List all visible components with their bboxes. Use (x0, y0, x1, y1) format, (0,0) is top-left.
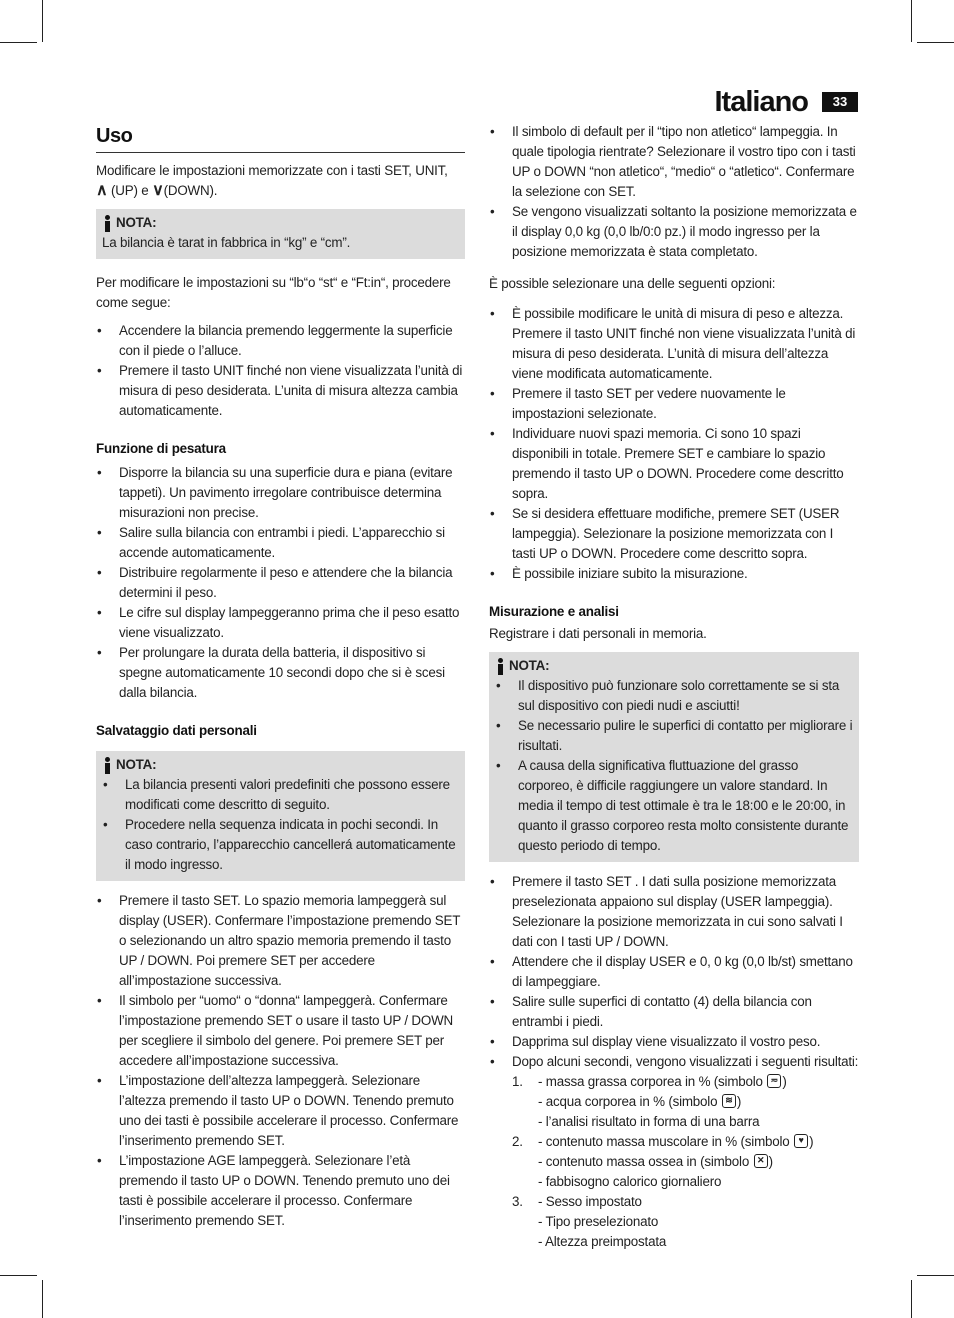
crop-mark (917, 1275, 954, 1276)
list-item: • Individuare nuovi spazi memoria. Ci sono 10 spazi disponibili in totale. Premere SET e cambiare lo spazio premendo il tasto UP o DOWN. Procedere come descritto sopra. (489, 424, 859, 504)
bullet-list (96, 321, 465, 421)
note-box (96, 751, 465, 881)
muscle-mass-icon: ♥ (794, 1134, 808, 1148)
list-item: • Dopo alcuni secondi, vengono visualizzati i seguenti risultati: (489, 1052, 859, 1072)
list-item: • Procedere nella sequenza indicata in pochi secondi. In caso contrario, l’apparecchio cancellerá automaticamente il modo ingresso. (102, 815, 459, 875)
ordered-line: - fabbisogno calorico giornaliero (538, 1174, 722, 1189)
list-item: • L’impostazione AGE lampeggerà. Selezionare l’età premendo il tasto UP o DOWN. Tenendo premuto uno dei tasti è possibile accelerare il processo. Confermare l’inserimento premendo SET. (96, 1151, 465, 1231)
note-box (489, 652, 859, 862)
crop-mark (917, 42, 954, 43)
note-heading (102, 755, 459, 775)
intro-text: Modificare le impostazioni memorizzate con i tasti SET, UNIT, (96, 163, 448, 178)
page-number: 33 (822, 92, 858, 112)
bullet-list (96, 463, 465, 703)
ordered-line: - Tipo preselezionato (538, 1214, 659, 1229)
list-item: • Salire sulla bilancia con entrambi i piedi. L’apparecchio si accende automaticamente. (96, 523, 465, 563)
item-number: 2. (512, 1134, 523, 1149)
ordered-item (512, 1072, 859, 1132)
ordered-line: - acqua corporea in % (simbolo ≋ ) (538, 1094, 742, 1109)
note-label: NOTA: (116, 215, 157, 230)
right-column (489, 122, 859, 1252)
note-box (96, 209, 465, 259)
body-fat-icon: ≂ (767, 1074, 781, 1088)
up-arrow-icon: ∧ (96, 182, 108, 199)
list-item: • Il dispositivo può funzionare solo correttamente se si sta sul dispositivo con piedi nudi e asciutti! (495, 676, 853, 716)
item-number: 1. (512, 1074, 523, 1089)
info-icon (102, 757, 113, 774)
bullet-list (489, 122, 859, 262)
intro-up-text: (UP) e (111, 183, 149, 198)
list-item: • Distribuire regolarmente il peso e attendere che la bilancia determini il peso. (96, 563, 465, 603)
ordered-line: - contenuto massa ossea in (simbolo ✕ ) (538, 1154, 773, 1169)
list-item: • Attendere che il display USER e 0, 0 kg (0,0 lb/st) smettano di lampeggiare. (489, 952, 859, 992)
crop-mark (911, 1280, 912, 1318)
note-label: NOTA: (509, 658, 550, 673)
note-list (102, 775, 459, 875)
list-item: • Se si desidera effettuare modifiche, premere SET (USER lampeggia). Selezionare la posizione memorizzata con I tasti UP o DOWN. Procedere come descritto sopra. (489, 504, 859, 564)
list-item: • Premere il tasto SET per vedere nuovamente le impostazioni selezionate. (489, 384, 859, 424)
bullet-list (96, 891, 465, 1231)
list-item: • Le cifre sul display lampeggeranno prima che il peso esatto viene visualizzato. (96, 603, 465, 643)
ordered-line: - Sesso impostato (538, 1194, 642, 1209)
intro-paragraph (96, 161, 465, 201)
note-list (495, 676, 853, 856)
subheading: Salvataggio dati personali (96, 723, 257, 738)
list-item: • Disporre la bilancia su una superficie dura e piana (evitare tappeti). Un pavimento irregolare contribuisce determina misurazioni non precise. (96, 463, 465, 523)
language-heading: Italiano (714, 86, 808, 118)
paragraph: Registrare i dati personali in memoria. (489, 626, 707, 641)
ordered-line: - contenuto massa muscolare in % (simbolo ♥ ) (538, 1134, 814, 1149)
section-title: Uso (96, 122, 465, 153)
list-item: • Premere il tasto UNIT finché non viene visualizzata l’unità di misura di peso desiderata. L’unita di misura altezza cambia automaticamente. (96, 361, 465, 421)
info-icon (495, 658, 506, 675)
note-text: La bilancia è tarat in fabbrica in “kg” e “cm”. (102, 235, 351, 250)
bone-mass-icon: ✕ (754, 1154, 768, 1168)
list-item: • Premere il tasto SET. Lo spazio memoria lampeggerà sul display (USER). Confermare l’impostazione premendo SET o selezionando un altro spazio memoria premendo il tasto UP / DOWN. Poi premere SET per accedere all’impostazione successiva. (96, 891, 465, 991)
list-item: • Premere il tasto SET . I dati sulla posizione memorizzata preselezionata appaiono sul display (USER lampeggia). Selezionare la posizione memorizzata in cui sono salvati I dati con I tasti UP / DOWN. (489, 872, 859, 952)
note-label: NOTA: (116, 757, 157, 772)
list-item: • L’impostazione dell’altezza lampeggerà. Selezionare l’altezza premendo il tasto UP o DOWN. Tenendo premuto uno dei tasti è possibile accelerare il processo. Confermare l’inserimento premendo SET. (96, 1071, 465, 1151)
crop-mark (42, 1280, 43, 1318)
bullet-list (489, 304, 859, 584)
ordered-item (512, 1192, 859, 1252)
crop-mark (42, 0, 43, 42)
left-column (96, 122, 465, 1237)
bullet-list (489, 872, 859, 1072)
crop-mark (0, 42, 37, 43)
list-item: • Salire sulle superfici di contatto (4) della bilancia con entrambi i piedi. (489, 992, 859, 1032)
list-item: • Accendere la bilancia premendo leggermente la superficie con il piede o l’alluce. (96, 321, 465, 361)
subheading: Misurazione e analisi (489, 604, 619, 619)
ordered-line: - l’analisi risultato in forma di una barra (538, 1114, 760, 1129)
intro-down-text: (DOWN). (163, 183, 218, 198)
crop-mark (0, 1275, 37, 1276)
list-item: • Se vengono visualizzati soltanto la posizione memorizzata e il display 0,0 kg (0,0 lb/0:0 pz.) il modo ingresso per la posizione memorizzata è stata completato. (489, 202, 859, 262)
list-item: • La bilancia presenti valori predefiniti che possono essere modificati come descritto di seguito. (102, 775, 459, 815)
ordered-list (489, 1072, 859, 1252)
ordered-line: - Altezza preimpostata (538, 1234, 667, 1249)
info-icon (102, 215, 113, 232)
item-number: 3. (512, 1194, 523, 1209)
list-item: • È possibile iniziare subito la misurazione. (489, 564, 859, 584)
list-item: • Il simbolo di default per il “tipo non atletico“ lampeggia. In quale tipologia rientrate? Selezionare il vostro tipo con i tasti UP o DOWN “non atletico“, “medio“ o “atletico“. Confermare la selezione con SET. (489, 122, 859, 202)
down-arrow-icon: ∨ (152, 182, 164, 199)
list-item: • Il simbolo per “uomo“ o “donna“ lampeggerà. Confermare l’impostazione premendo SET o usare il tasto UP / DOWN per scegliere il simbolo del genere. Poi premere SET per accedere all’impostazione successiva. (96, 991, 465, 1071)
list-item: • Per prolungare la durata della batteria, il dispositivo si spegne automaticamente 10 secondi dopo che si è scesi dalla bilancia. (96, 643, 465, 703)
list-item: • È possibile modificare le unità di misura di peso e altezza. Premere il tasto UNIT finché non viene visualizzata l’unità di misura di peso desiderata. L’unità di misura dell’altezza viene modificata automaticamente. (489, 304, 859, 384)
list-item: • Dapprima sul display viene visualizzato il vostro peso. (489, 1032, 859, 1052)
body-water-icon: ≋ (722, 1094, 736, 1108)
subheading: Funzione di pesatura (96, 441, 226, 456)
paragraph: Per modificare le impostazioni su “lb“o “st“ e “Ft:in“, procedere come segue: (96, 275, 451, 310)
list-item: • A causa della significativa fluttuazione del grasso corporeo, è difficile raggiungere un valore standard. In media il tempo di test ottimale è tra le 18:00 e le 20:00, in quanto il grasso corporeo resta molto consistente durante questo periodo di tempo. (495, 756, 853, 856)
note-heading (102, 213, 459, 233)
list-item: • Se necessario pulire le superfici di contatto per migliorare i risultati. (495, 716, 853, 756)
ordered-line: - massa grassa corporea in % (simbolo ≂ ) (538, 1074, 787, 1089)
ordered-item (512, 1132, 859, 1192)
note-heading (495, 656, 853, 676)
crop-mark (911, 0, 912, 42)
paragraph: È possible selezionare una delle seguenti opzioni: (489, 276, 776, 291)
